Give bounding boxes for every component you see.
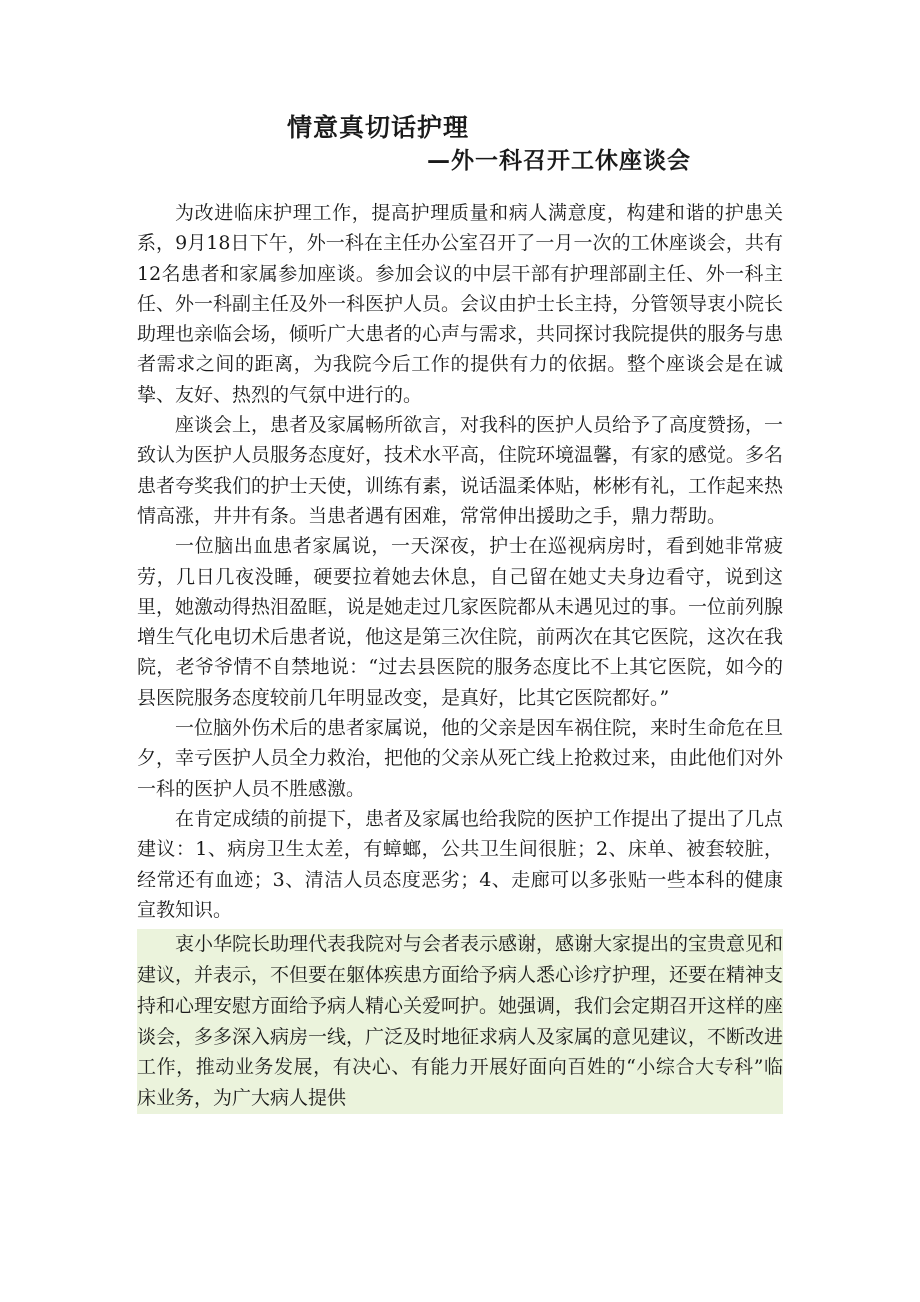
document-body [137,198,783,1114]
paragraph-patient-stories: 一位脑出血患者家属说，一天深夜，护士在巡视病房时，看到她非常疲劳，几日几夜没睡，硬要拉着她去休息，自己留在她丈夫身边看守，说到这里，她激动得热泪盈眶，说是她走过几家医院都从未遇见过的事。一位前列腺增生气化电切术后患者说，他这是第三次住院，前两次在其它医院，这次在我院，老爷爷情不自禁地说：“过去县医院的服务态度比不上其它医院，如今的县医院服务态度较前几年明显改变，是真好，比其它医院都好。” [137,535,784,709]
document-title: 情意真切话护理 [287,113,470,142]
paragraph-suggestions: 在肯定成绩的前提下，患者及家属也给我院的医护工作提出了提出了几点建议：1、病房卫生太差，有蟑螂，公共卫生间很脏；2、床单、被套较脏，经常还有血迹；3、清洁人员态度恶劣；4、走廊可以多张贴一些本科的健康宣教知识。 [137,807,784,921]
paragraph-leadership-response: 衷小华院长助理代表我院对与会者表示感谢，感谢大家提出的宝贵意见和建议，并表示，不但要在躯体疾患方面给予病人悉心诊疗护理，还要在精神支持和心理安慰方面给予病人精心关爱呵护。她强调，我们会定期召开这样的座谈会，多多深入病房一线，广泛及时地征求病人及家属的意见建议，不断改进工作，推动业务发展，有决心、有能力开展好面向百姓的“小综合大专科”临床业务，为广大病人提供 [137,929,783,1114]
paragraph-rescue-story: 一位脑外伤术后的患者家属说，他的父亲是因车祸住院，来时生命危在旦夕，幸亏医护人员全力救治，把他的父亲从死亡线上抢救过来，由此他们对外一科的医护人员不胜感激。 [137,717,784,800]
document-subtitle: —外一科召开工休座谈会 [427,148,691,174]
paragraph-intro: 为改进临床护理工作，提高护理质量和病人满意度，构建和谐的护患关系，9月18日下午，外一科在主任办公室召开了一月一次的工休座谈会，共有12名患者和家属参加座谈。参加会议的中层干部有护理部副主任、外一科主任、外一科副主任及外一科医护人员。会议由护士长主持，分管领导衷小院长助理也亲临会场，倾听广大患者的心声与需求，共同探讨我院提供的服务与患者需求之间的距离，为我院今后工作的提供有力的依据。整个座谈会是在诚挚、友好、热烈的气氛中进行的。 [137,202,784,406]
paragraph-praise: 座谈会上，患者及家属畅所欲言，对我科的医护人员给予了高度赞扬，一致认为医护人员服务态度好，技术水平高，住院环境温馨，有家的感觉。多名患者夸奖我们的护士天使，训练有素，说话温柔体贴，彬彬有礼，工作起来热情高涨，井井有条。当患者遇有困难，常常伸出援助之手，鼎力帮助。 [137,414,784,527]
